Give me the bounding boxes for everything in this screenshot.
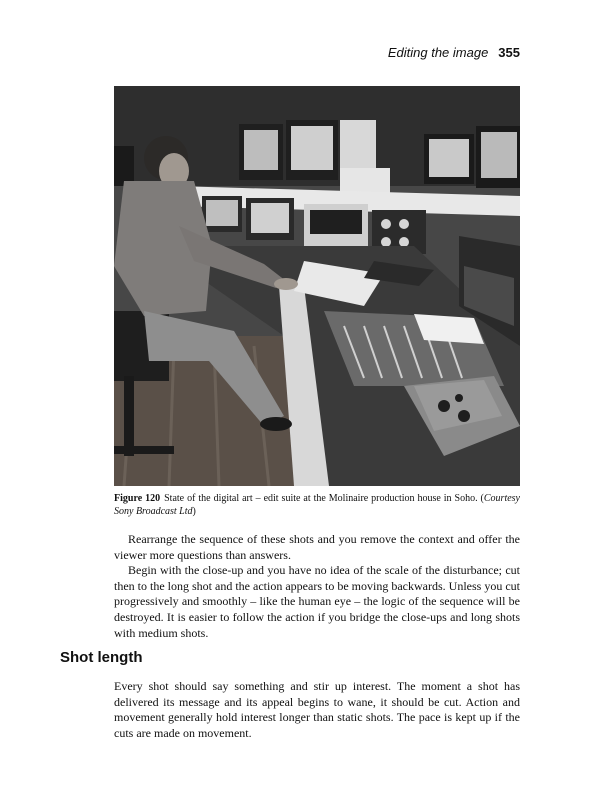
paragraph: Begin with the close-up and you have no idea of the scale of the disturbance; cut then to the long shot and the action appears to be moving backwards. Unless you cut progressively and smoothly – like the human eye – the logic of the sequence will be destroyed. It is easier to follow the action if you bridge the close-ups and long shots with medium shots. — [114, 563, 520, 640]
figure-caption-end: ) — [192, 506, 196, 517]
running-head — [300, 45, 520, 60]
figure-caption — [114, 492, 520, 518]
figure-label: Figure 120 — [114, 493, 161, 504]
paragraph: Rearrange the sequence of these shots and you remove the context and offer the viewer more questions than answers. — [114, 532, 520, 562]
body-text-block — [114, 532, 520, 641]
edit-suite-photo — [114, 86, 520, 486]
figure-caption-text: State of the digital art – edit suite at the Molinaire production house in Soho. ( — [164, 493, 484, 504]
page-number: 355 — [498, 45, 520, 60]
paragraph: Every shot should say something and stir up interest. The moment a shot has delivered its message and its appeal begins to wane, it should be cut. Action and movement generally hold interest longer than static shots. The pace is kept up if the cuts are made on movement. — [114, 679, 520, 740]
figure-credit: Courtesy Sony Broadcast Ltd — [114, 493, 520, 517]
running-head-section-title: Editing the image — [387, 45, 489, 60]
section-body-text — [114, 679, 520, 741]
section-heading: Shot length — [60, 649, 143, 666]
